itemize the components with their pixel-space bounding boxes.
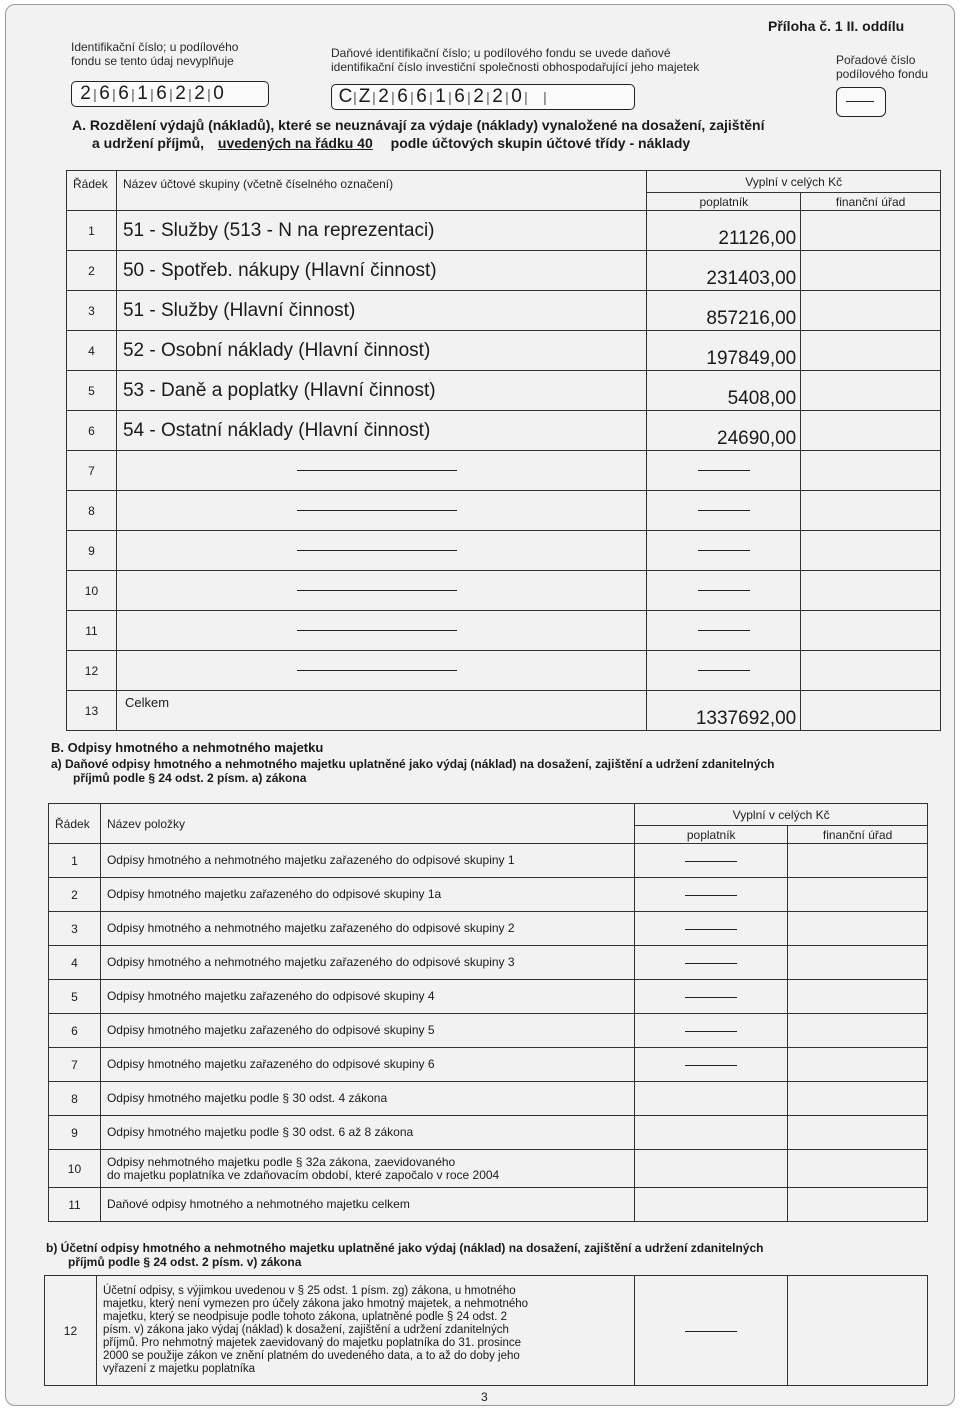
office-value bbox=[801, 251, 941, 291]
col-taxpayer-header: poplatník bbox=[635, 826, 788, 844]
total-row bbox=[67, 691, 941, 731]
office-value-cell bbox=[788, 1150, 928, 1188]
office-value-cell bbox=[788, 912, 928, 946]
row-number: 9 bbox=[49, 1116, 101, 1150]
order-number-label bbox=[836, 53, 928, 81]
title-pre: a udržení příjmů, bbox=[92, 135, 205, 151]
table-row bbox=[67, 571, 941, 611]
digit-separator: | bbox=[372, 89, 376, 105]
office-value-cell bbox=[788, 980, 928, 1014]
digit-separator: | bbox=[169, 86, 173, 102]
id-char: 0 bbox=[213, 83, 224, 104]
row-number: 7 bbox=[49, 1048, 101, 1082]
taxpayer-value-cell[interactable] bbox=[635, 1014, 788, 1048]
office-value bbox=[801, 491, 941, 531]
section-b-title: B. Odpisy hmotného a nehmotného majetku bbox=[51, 740, 324, 755]
table-row bbox=[67, 251, 941, 291]
table-row bbox=[67, 211, 941, 251]
table-row bbox=[49, 1082, 928, 1116]
account-group-name[interactable]: 53 - Daně a poplatky (Hlavní činnost) bbox=[116, 371, 646, 411]
section-b-row12-table bbox=[44, 1275, 928, 1386]
row-number: 1 bbox=[67, 211, 117, 251]
id-char: C bbox=[338, 86, 353, 107]
tax-id-field[interactable] bbox=[331, 84, 635, 110]
item-name: Odpisy nehmotného majetku podle § 32a zákona, zaevidovaného do majetku poplatníka ve zdaňovacím období, které započalo v roce 2004 bbox=[100, 1150, 634, 1188]
row-number: 10 bbox=[49, 1150, 101, 1188]
empty-dash bbox=[297, 550, 457, 551]
taxpayer-value-cell[interactable] bbox=[635, 1276, 788, 1386]
empty-dash bbox=[297, 630, 457, 631]
taxpayer-value[interactable]: 197849,00 bbox=[647, 331, 801, 371]
section-b-table bbox=[48, 803, 928, 1222]
empty-dash bbox=[297, 670, 457, 671]
id-char: 6 bbox=[156, 83, 167, 104]
id-char: 6 bbox=[416, 86, 427, 107]
section-b-a-heading bbox=[51, 757, 774, 785]
empty-dash bbox=[698, 630, 750, 631]
row-number: 11 bbox=[49, 1188, 101, 1222]
taxpayer-value-cell[interactable] bbox=[635, 1082, 788, 1116]
item-name: Odpisy hmotného majetku podle § 30 odst. 4 zákona bbox=[100, 1082, 634, 1116]
table-row bbox=[45, 1276, 928, 1386]
row-number: 12 bbox=[67, 651, 117, 691]
col-row-header: Řádek bbox=[49, 804, 101, 844]
total-label: Celkem bbox=[116, 691, 646, 731]
empty-dash bbox=[297, 590, 457, 591]
row-number: 7 bbox=[67, 451, 117, 491]
taxpayer-value[interactable] bbox=[647, 611, 801, 651]
col-fill-header: Vyplní v celých Kč bbox=[635, 804, 928, 826]
digit-separator: | bbox=[429, 89, 433, 105]
office-value bbox=[801, 371, 941, 411]
table-row bbox=[67, 611, 941, 651]
section-b-b-line2: příjmů podle § 24 odst. 2 písm. v) zákona bbox=[68, 1255, 302, 1269]
col-row-header: Řádek bbox=[67, 171, 117, 211]
taxpayer-value-cell[interactable] bbox=[635, 1048, 788, 1082]
empty-dash bbox=[698, 470, 750, 471]
id-label-line2: fondu se tento údaj nevyplňuje bbox=[71, 54, 234, 68]
id-number-field[interactable] bbox=[71, 81, 269, 107]
row-number: 2 bbox=[67, 251, 117, 291]
taxpayer-value[interactable] bbox=[647, 451, 801, 491]
office-value-cell bbox=[788, 878, 928, 912]
row-number: 5 bbox=[49, 980, 101, 1014]
table-row bbox=[67, 531, 941, 571]
table-row bbox=[67, 371, 941, 411]
table-row bbox=[49, 1014, 928, 1048]
id-char: 2 bbox=[473, 86, 484, 107]
digit-separator: | bbox=[505, 89, 509, 105]
row12-description: Účetní odpisy, s výjimkou uvedenou v § 25 odst. 1 písm. zg) zákona, u hmotného majetku, který není vymezen pro účely zákona jako hmotný majetek, a nehmotného majetku, který se neodpisuje podle tohoto zákona, uplatněné podle § 24 odst. 2 písm. v) zákona jako výdaj (náklad) k dosažení, zajištění a udržení zdanitelných příjmů. Pro nehmotný majetek zaevidovaný do majetku poplatníka do 31. prosince 2000 se použije zákon ve znění platném do uvedeného data, a to až do doby jeho vyřazení z majetku poplatníka bbox=[96, 1276, 634, 1386]
table-row bbox=[49, 1048, 928, 1082]
account-group-name[interactable] bbox=[116, 611, 646, 651]
office-value bbox=[801, 331, 941, 371]
section-b-b-line1: b) Účetní odpisy hmotného a nehmotného majetku uplatněné jako výdaj (náklad) na dosažení, zajištění a udržení zdanitelných bbox=[46, 1241, 764, 1255]
table-row bbox=[49, 946, 928, 980]
office-value bbox=[801, 611, 941, 651]
row-number: 6 bbox=[49, 1014, 101, 1048]
id-char: 6 bbox=[118, 83, 129, 104]
empty-dash bbox=[685, 963, 737, 964]
table-row bbox=[67, 291, 941, 331]
id-label bbox=[71, 40, 238, 68]
id-char: 6 bbox=[397, 86, 408, 107]
row-number: 9 bbox=[67, 531, 117, 571]
section-a-title-line2 bbox=[72, 134, 764, 152]
empty-dash bbox=[685, 1331, 737, 1332]
row-number: 1 bbox=[49, 844, 101, 878]
empty-dash bbox=[698, 590, 750, 591]
id-char: 6 bbox=[99, 83, 110, 104]
col-office-header: finanční úřad bbox=[801, 193, 941, 211]
table-row bbox=[49, 1150, 928, 1188]
digit-separator: | bbox=[188, 86, 192, 102]
id-label-line1: Identifikační číslo; u podílového bbox=[71, 40, 239, 54]
item-name: Odpisy hmotného a nehmotného majetku zařazeného do odpisové skupiny 1 bbox=[100, 844, 634, 878]
item-name: Odpisy hmotného a nehmotného majetku zařazeného do odpisové skupiny 3 bbox=[100, 946, 634, 980]
total-value[interactable]: 1337692,00 bbox=[647, 691, 801, 731]
taxpayer-value[interactable]: 21126,00 bbox=[647, 211, 801, 251]
title-post: podle účtových skupin účtové třídy - náklady bbox=[390, 135, 691, 151]
taxpayer-value[interactable]: 231403,00 bbox=[647, 251, 801, 291]
row-number: 4 bbox=[49, 946, 101, 980]
account-group-name[interactable] bbox=[116, 571, 646, 611]
row-number: 4 bbox=[67, 331, 117, 371]
office-value-cell bbox=[788, 1276, 928, 1386]
empty-dash bbox=[297, 510, 457, 511]
digit-separator: | bbox=[131, 86, 135, 102]
section-b-a-line1: a) Daňové odpisy hmotného a nehmotného majetku uplatněné jako výdaj (náklad) na dosažení, zajištění a udržení zdanitelných bbox=[51, 757, 775, 771]
tax-id-label bbox=[331, 46, 699, 74]
taxpayer-value-cell[interactable] bbox=[635, 946, 788, 980]
office-value bbox=[801, 651, 941, 691]
tax-form-page bbox=[5, 4, 955, 1406]
office-value-cell bbox=[788, 1082, 928, 1116]
col-name-header: Název účtové skupiny (včetně číselného označení) bbox=[116, 171, 646, 211]
office-value-cell bbox=[788, 1014, 928, 1048]
row-number: 12 bbox=[45, 1276, 97, 1386]
section-b-a-line2: příjmů podle § 24 odst. 2 písm. a) zákona bbox=[73, 771, 307, 785]
item-name: Odpisy hmotného a nehmotného majetku zařazeného do odpisové skupiny 2 bbox=[100, 912, 634, 946]
col-fill-header: Vyplní v celých Kč bbox=[647, 171, 941, 193]
id-char: 2 bbox=[492, 86, 503, 107]
table-row bbox=[49, 912, 928, 946]
row-number: 6 bbox=[67, 411, 117, 451]
taxpayer-value[interactable] bbox=[647, 491, 801, 531]
id-char: Z bbox=[358, 86, 371, 107]
table-row bbox=[67, 491, 941, 531]
row-number: 3 bbox=[49, 912, 101, 946]
page-number: 3 bbox=[481, 1390, 488, 1404]
digit-separator: | bbox=[353, 89, 357, 105]
digit-separator: | bbox=[391, 89, 395, 105]
id-char: 2 bbox=[175, 83, 186, 104]
id-char: 1 bbox=[137, 83, 148, 104]
office-value bbox=[801, 411, 941, 451]
office-value-cell bbox=[788, 1116, 928, 1150]
taxpayer-value-cell[interactable] bbox=[635, 980, 788, 1014]
office-value bbox=[801, 531, 941, 571]
col-taxpayer-header: poplatník bbox=[647, 193, 801, 211]
table-row bbox=[49, 1188, 928, 1222]
account-group-name[interactable] bbox=[116, 651, 646, 691]
taxpayer-value[interactable] bbox=[647, 571, 801, 611]
digit-separator: | bbox=[150, 86, 154, 102]
id-char: 1 bbox=[435, 86, 446, 107]
account-group-name[interactable]: 52 - Osobní náklady (Hlavní činnost) bbox=[116, 331, 646, 371]
item-name: Daňové odpisy hmotného a nehmotného majetku celkem bbox=[100, 1188, 634, 1222]
taxpayer-value[interactable] bbox=[647, 651, 801, 691]
digit-separator: | bbox=[543, 89, 547, 105]
taxpayer-value-cell[interactable] bbox=[635, 1150, 788, 1188]
empty-dash bbox=[685, 1031, 737, 1032]
empty-dash bbox=[297, 470, 457, 471]
order-label-line1: Pořadové číslo bbox=[836, 53, 916, 67]
office-value-cell bbox=[788, 1188, 928, 1222]
digit-separator: | bbox=[467, 89, 471, 105]
empty-dash bbox=[698, 670, 750, 671]
digit-separator: | bbox=[448, 89, 452, 105]
account-group-name[interactable]: 51 - Služby (Hlavní činnost) bbox=[116, 291, 646, 331]
empty-dash bbox=[685, 929, 737, 930]
digit-separator: | bbox=[486, 89, 490, 105]
office-value-cell bbox=[788, 844, 928, 878]
item-name: Odpisy hmotného majetku podle § 30 odst. 6 až 8 zákona bbox=[100, 1116, 634, 1150]
digit-separator: | bbox=[93, 86, 97, 102]
empty-dash bbox=[698, 510, 750, 511]
office-value bbox=[801, 451, 941, 491]
section-b-b-heading bbox=[46, 1241, 763, 1269]
taxpayer-value[interactable]: 5408,00 bbox=[647, 371, 801, 411]
row-number: 11 bbox=[67, 611, 117, 651]
item-name: Odpisy hmotného majetku zařazeného do odpisové skupiny 1a bbox=[100, 878, 634, 912]
row-number: 8 bbox=[67, 491, 117, 531]
office-value-cell bbox=[788, 1048, 928, 1082]
account-group-name[interactable]: 51 - Služby (513 - N na reprezentaci) bbox=[116, 211, 646, 251]
taxpayer-value[interactable]: 857216,00 bbox=[647, 291, 801, 331]
office-value bbox=[801, 211, 941, 251]
account-group-name[interactable] bbox=[116, 491, 646, 531]
row-number: 8 bbox=[49, 1082, 101, 1116]
row-number: 10 bbox=[67, 571, 117, 611]
tax-id-label-line2: identifikační číslo investiční společnosti obhospodařující jeho majetek bbox=[331, 60, 700, 74]
tax-id-label-line1: Daňové identifikační číslo; u podílového fondu se uvede daňové bbox=[331, 46, 671, 60]
empty-dash bbox=[846, 101, 874, 102]
col-office-header: finanční úřad bbox=[788, 826, 928, 844]
table-row bbox=[49, 1116, 928, 1150]
row-number: 2 bbox=[49, 878, 101, 912]
digit-separator: | bbox=[207, 86, 211, 102]
digit-separator: | bbox=[410, 89, 414, 105]
row-number: 13 bbox=[67, 691, 117, 731]
taxpayer-value-cell[interactable] bbox=[635, 1188, 788, 1222]
taxpayer-value-cell[interactable] bbox=[635, 912, 788, 946]
order-number-field[interactable] bbox=[836, 87, 886, 117]
taxpayer-value-cell[interactable] bbox=[635, 878, 788, 912]
item-name: Odpisy hmotného majetku zařazeného do odpisové skupiny 4 bbox=[100, 980, 634, 1014]
order-label-line2: podílového fondu bbox=[836, 67, 929, 81]
col-name-header: Název položky bbox=[100, 804, 634, 844]
table-row bbox=[49, 878, 928, 912]
id-char: 2 bbox=[80, 83, 91, 104]
table-row bbox=[67, 411, 941, 451]
account-group-name[interactable]: 50 - Spotřeb. nákupy (Hlavní činnost) bbox=[116, 251, 646, 291]
item-name: Odpisy hmotného majetku zařazeného do odpisové skupiny 6 bbox=[100, 1048, 634, 1082]
taxpayer-value[interactable] bbox=[647, 531, 801, 571]
row-40-reference: uvedených na řádku 40 bbox=[217, 135, 373, 151]
section-a-title bbox=[72, 116, 764, 152]
empty-dash bbox=[685, 997, 737, 998]
office-value-cell bbox=[788, 946, 928, 980]
id-char: 0 bbox=[511, 86, 522, 107]
digit-separator: | bbox=[112, 86, 116, 102]
taxpayer-value-cell[interactable] bbox=[635, 1116, 788, 1150]
table-row bbox=[49, 980, 928, 1014]
row-number: 3 bbox=[67, 291, 117, 331]
id-char: 2 bbox=[194, 83, 205, 104]
item-name: Odpisy hmotného majetku zařazeného do odpisové skupiny 5 bbox=[100, 1014, 634, 1048]
account-group-name[interactable] bbox=[116, 531, 646, 571]
account-group-name[interactable] bbox=[116, 451, 646, 491]
section-a-title-line1: A. Rozdělení výdajů (nákladů), které se neuznávají za výdaje (náklady) vynaložené na dosažení, zajištění bbox=[72, 117, 765, 133]
empty-dash bbox=[685, 1065, 737, 1066]
taxpayer-value[interactable]: 24690,00 bbox=[647, 411, 801, 451]
id-char: 6 bbox=[454, 86, 465, 107]
table-row bbox=[67, 651, 941, 691]
taxpayer-value-cell[interactable] bbox=[635, 844, 788, 878]
empty-dash bbox=[685, 861, 737, 862]
office-value bbox=[801, 571, 941, 611]
office-value bbox=[801, 691, 941, 731]
section-a-table bbox=[66, 170, 941, 731]
id-char: 2 bbox=[378, 86, 389, 107]
empty-dash bbox=[698, 550, 750, 551]
empty-dash bbox=[685, 895, 737, 896]
attachment-label: Příloha č. 1 II. oddílu bbox=[768, 18, 905, 34]
table-row bbox=[67, 331, 941, 371]
table-row bbox=[49, 844, 928, 878]
digit-separator: | bbox=[524, 89, 528, 105]
row-number: 5 bbox=[67, 371, 117, 411]
account-group-name[interactable]: 54 - Ostatní náklady (Hlavní činnost) bbox=[116, 411, 646, 451]
table-row bbox=[67, 451, 941, 491]
office-value bbox=[801, 291, 941, 331]
